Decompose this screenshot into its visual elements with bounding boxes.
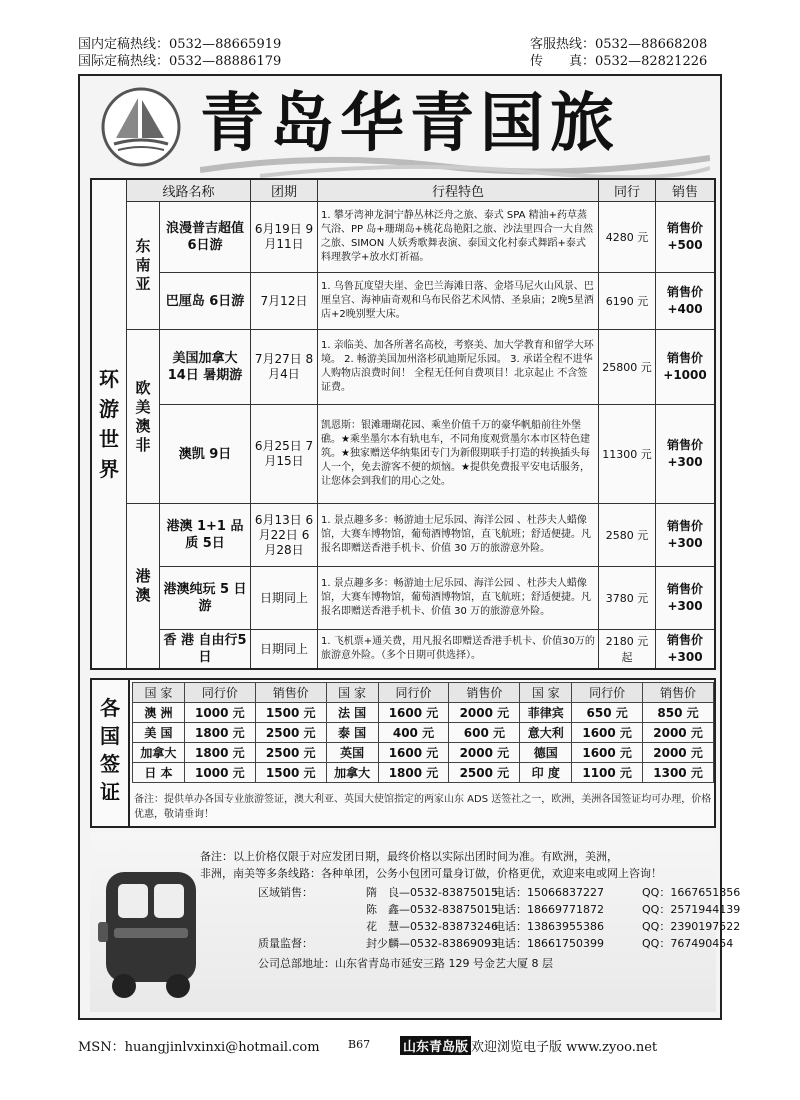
visa-note: 备注：提供单办各国专业旅游签证，澳大利亚、英国大使馆指定的两家山东 ADS 送签社之一，欧洲，美洲各国签证均可办理，价格优惠，敬请垂询！ <box>134 794 712 820</box>
route-sale-price: 销售价 +300 <box>656 630 716 670</box>
msn-contact: MSN：huangjinlvxinxi@hotmail.com <box>78 1040 320 1055</box>
route-period: 7月27日 8月4日 <box>251 330 318 405</box>
route-desc: 1. 攀牙湾神龙洞宁静丛林泛舟之旅、泰式 SPA 精油+药草蒸气浴、PP 岛+珊瑚岛+桃花岛艳阳之旅、沙法里四合一大自然之旅、SIMON 人妖秀歌舞表演、泰国文化村泰式舞蹈+泰式料理教学+放水灯祈福。 <box>318 202 599 273</box>
visa-peer: 1600 元 <box>378 743 449 763</box>
visa-peer: 1600 元 <box>572 723 643 743</box>
visa-country: 德国 <box>520 743 572 763</box>
visa-peer: 1000 元 <box>184 763 255 783</box>
visa-peer: 1800 元 <box>184 723 255 743</box>
contact-tel: 电话：13863955386 <box>494 920 604 933</box>
route-desc: 凯恩斯：银滩珊瑚花园、乘坐价值千万的豪华帆船前往外堡礁。★乘坐墨尔本有轨电车，不同角度观赏墨尔本市区特色建筑。★独家赠送华纳集团专门为新假期联手打造的转换插头每人一个，免去游客不便的烦恼。★提供免费报平安电话服务，让您体会到我们的用心之处。 <box>318 405 599 504</box>
visa-country: 澳 洲 <box>133 703 185 723</box>
contact-name: 花 慧—0532-83873246 <box>366 920 498 933</box>
visa-sale: 1500 元 <box>255 763 326 783</box>
header-features: 行程特色 <box>318 179 599 202</box>
route-name: 浪漫普吉超值6日游 <box>160 202 251 273</box>
route-sale-price: 销售价 +300 <box>656 504 716 567</box>
visa-sale: 2500 元 <box>255 723 326 743</box>
visa-peer: 1100 元 <box>572 763 643 783</box>
intl-hotline-label: 国际定稿热线： <box>78 54 170 69</box>
visa-peer: 1800 元 <box>378 763 449 783</box>
table-row <box>91 567 715 630</box>
visa-peer: 1600 元 <box>572 743 643 763</box>
visa-sale: 2000 元 <box>643 723 714 743</box>
visa-header: 销售价 <box>449 683 520 703</box>
list-item <box>258 918 740 935</box>
route-peer-price: 3780 元 <box>599 567 656 630</box>
remark-text <box>200 848 710 882</box>
visa-country: 菲律宾 <box>520 703 572 723</box>
visa-peer: 1800 元 <box>184 743 255 763</box>
visa-peer: 650 元 <box>572 703 643 723</box>
visa-header-row <box>133 683 714 703</box>
route-sale-price: 销售价 +300 <box>656 567 716 630</box>
visa-country: 日 本 <box>133 763 185 783</box>
route-peer-price: 4280 元 <box>599 202 656 273</box>
domestic-hotline: 0532—88665919 <box>169 37 282 52</box>
visa-header: 销售价 <box>255 683 326 703</box>
visa-country: 泰 国 <box>326 723 378 743</box>
service-hotline: 0532—88668208 <box>595 37 708 52</box>
decorative-swirl-icon <box>200 150 710 178</box>
visa-sale: 2500 元 <box>449 763 520 783</box>
route-name: 巴厘岛 6日游 <box>160 273 251 330</box>
visa-country: 印 度 <box>520 763 572 783</box>
visa-header: 同行价 <box>572 683 643 703</box>
route-peer-price: 25800 元 <box>599 330 656 405</box>
route-period: 6月25日 7月15日 <box>251 405 318 504</box>
region-sea: 东南亚 <box>127 202 160 330</box>
table-row <box>133 723 714 743</box>
service-hotline-label: 客服热线： <box>530 37 596 52</box>
visa-sale: 2000 元 <box>449 703 520 723</box>
edition-badge: 山东青岛版 <box>400 1036 471 1055</box>
route-peer-price: 6190 元 <box>599 273 656 330</box>
table-row <box>91 202 715 273</box>
table-row <box>91 405 715 504</box>
contact-name: 隋 良—0532-83875015 <box>366 886 498 899</box>
side-label-visa: 各国签证 <box>92 680 130 826</box>
visa-header: 国 家 <box>133 683 185 703</box>
route-name: 美国加拿大 14日 暑期游 <box>160 330 251 405</box>
region-hkmo: 港澳 <box>127 504 160 670</box>
table-row <box>133 703 714 723</box>
route-sale-price: 销售价 +400 <box>656 273 716 330</box>
list-item <box>258 935 740 952</box>
visa-peer: 1000 元 <box>184 703 255 723</box>
route-desc: 1. 飞机票+通关费，用凡报名即赠送香港手机卡、价值30万的旅游意外险。（多个日期可供选择）。 <box>318 630 599 670</box>
table-row <box>133 763 714 783</box>
table-row <box>91 630 715 670</box>
remark-line-2: 非洲，南美等多条线路：各种单团，公务小包团可量身订做，价格更优，欢迎来电或网上咨询！ <box>200 867 662 880</box>
visa-header: 同行价 <box>184 683 255 703</box>
route-desc: 1. 乌鲁瓦度望夫崖、金巴兰海滩日落、金塔马尼火山风景、巴厘皇宫、海神庙奇观和乌布民俗艺术风情、圣泉庙；2晚5星酒店+2晚别墅大床。 <box>318 273 599 330</box>
intl-hotline: 0532—88886179 <box>169 54 282 69</box>
fax-number: 0532—82821226 <box>595 54 708 69</box>
visa-country: 法 国 <box>326 703 378 723</box>
contact-tel: 电话：18661750399 <box>494 937 604 950</box>
header-sale: 销售 <box>656 179 716 202</box>
car-icon <box>96 862 206 1002</box>
fax-label: 传 真： <box>530 54 596 69</box>
table-row <box>91 273 715 330</box>
route-period: 7月12日 <box>251 273 318 330</box>
visa-header: 销售价 <box>643 683 714 703</box>
hotlines-right <box>530 36 707 70</box>
region-euro: 欧美澳非 <box>127 330 160 504</box>
contact-qq: QQ：767490454 <box>642 937 734 950</box>
route-name: 澳凯 9日 <box>160 405 251 504</box>
brand-title: 青岛华青国旅 <box>200 86 620 161</box>
tour-table <box>90 178 716 670</box>
tour-header-row <box>91 179 715 202</box>
contact-tel: 电话：18669771872 <box>494 903 604 916</box>
route-name: 港澳纯玩 5 日游 <box>160 567 251 630</box>
contact-tel: 电话：15066837227 <box>494 886 604 899</box>
hotlines-left <box>78 36 281 70</box>
remark-line-1: 备注：以上价格仅限于对应发团日期，最终价格以实际出团时间为准。有欧洲，美洲， <box>200 850 618 863</box>
header-route: 线路名称 <box>127 179 251 202</box>
route-peer-price: 2580 元 <box>599 504 656 567</box>
route-desc: 1. 亲临美、加各所著名高校，考察美、加大学教育和留学大环境。 2. 畅游美国加州洛杉矶迪斯尼乐园。 3. 承诺全程不进华人购物店浪费时间！ 全程无任何自费项目！北京起止 不含签证费。 <box>318 330 599 405</box>
visa-sale: 2500 元 <box>255 743 326 763</box>
contact-name: 陈 鑫—0532-83875015 <box>366 903 498 916</box>
visa-sale: 1300 元 <box>643 763 714 783</box>
visa-peer: 400 元 <box>378 723 449 743</box>
visa-sale: 2000 元 <box>643 743 714 763</box>
contact-qq: QQ：2390197522 <box>642 920 741 933</box>
contact-qq: QQ：1667651856 <box>642 886 741 899</box>
visa-peer: 1600 元 <box>378 703 449 723</box>
header-peer: 同行 <box>599 179 656 202</box>
route-period: 6月19日 9月11日 <box>251 202 318 273</box>
domestic-hotline-label: 国内定稿热线： <box>78 37 170 52</box>
route-period: 日期同上 <box>251 630 318 670</box>
visa-section <box>90 678 716 828</box>
table-row <box>91 330 715 405</box>
header-period: 团期 <box>251 179 318 202</box>
visa-header: 国 家 <box>326 683 378 703</box>
route-sale-price: 销售价 +1000 <box>656 330 716 405</box>
contact-list <box>258 884 740 952</box>
route-name: 港澳 1+1 品质 5日 <box>160 504 251 567</box>
visa-sale: 850 元 <box>643 703 714 723</box>
hq-address <box>258 955 553 971</box>
route-name: 香 港 自由行5日 <box>160 630 251 670</box>
page-number: B67 <box>348 1038 371 1051</box>
contact-role: 质量监督： <box>258 937 313 950</box>
visa-sale: 2000 元 <box>449 743 520 763</box>
visa-table <box>132 682 714 783</box>
visa-country: 美 国 <box>133 723 185 743</box>
list-item <box>258 901 740 918</box>
visa-country: 加拿大 <box>326 763 378 783</box>
side-label-world: 环游世界 <box>91 179 127 669</box>
visa-country: 意大利 <box>520 723 572 743</box>
visa-country: 英国 <box>326 743 378 763</box>
route-period: 日期同上 <box>251 567 318 630</box>
route-period: 6月13日 6月22日 6月28日 <box>251 504 318 567</box>
route-sale-price: 销售价 +500 <box>656 202 716 273</box>
list-item <box>258 884 740 901</box>
route-desc: 1. 景点趣多多：畅游迪士尼乐园、海洋公园 、杜莎夫人蜡像馆，大赛车博物馆，葡萄酒博物馆，直飞航班；舒适便捷。凡报名即赠送香港手机卡、价值 30 万的旅游意外险。 <box>318 504 599 567</box>
contact-name: 封少麟—0532-83869093 <box>366 937 498 950</box>
contact-role: 区域销售： <box>258 886 313 899</box>
visa-sale: 600 元 <box>449 723 520 743</box>
route-desc: 1. 景点趣多多：畅游迪士尼乐园、海洋公园 、杜莎夫人蜡像馆，大赛车博物馆，葡萄酒博物馆，直飞航班；舒适便捷。凡报名即赠送香港手机卡、价值 30 万的旅游意外险。 <box>318 567 599 630</box>
contact-qq: QQ：2571944139 <box>642 903 741 916</box>
route-peer-price: 11300 元 <box>599 405 656 504</box>
route-peer-price: 2180 元起 <box>599 630 656 670</box>
visa-header: 同行价 <box>378 683 449 703</box>
route-sale-price: 销售价 +300 <box>656 405 716 504</box>
hq-label: 公司总部地址： <box>258 957 335 970</box>
visa-country: 加拿大 <box>133 743 185 763</box>
sailboat-logo-icon <box>100 86 182 168</box>
visa-header: 国 家 <box>520 683 572 703</box>
visa-sale: 1500 元 <box>255 703 326 723</box>
table-row <box>133 743 714 763</box>
table-row <box>91 504 715 567</box>
hq-value: 山东省青岛市延安三路 129 号金艺大厦 8 层 <box>335 957 553 970</box>
welcome-link[interactable]: 欢迎浏览电子版 www.zyoo.net <box>471 1040 658 1055</box>
